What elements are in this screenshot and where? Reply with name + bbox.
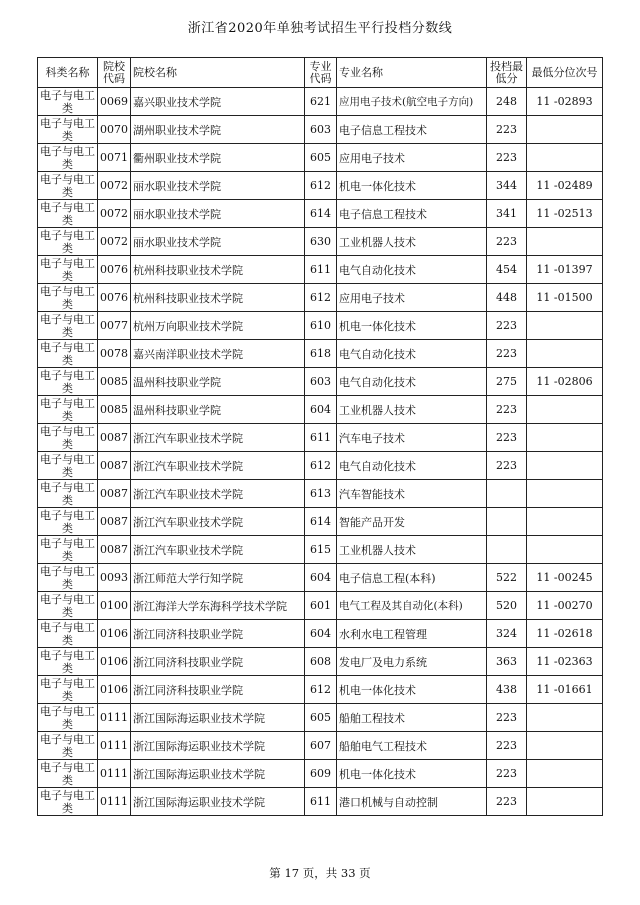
cell-min-score: 223: [487, 424, 527, 452]
cell-category: 电子与电工类: [38, 368, 98, 396]
cell-school-name: 浙江国际海运职业技术学院: [131, 760, 305, 788]
cell-school-code: 0087: [98, 424, 131, 452]
cell-major-code: 604: [305, 564, 337, 592]
cell-category: 电子与电工类: [38, 312, 98, 340]
cell-major-name: 应用电子技术: [337, 284, 487, 312]
cell-major-code: 601: [305, 592, 337, 620]
cell-school-code: 0072: [98, 228, 131, 256]
cell-major-name: 电气工程及其自动化(本科): [337, 592, 487, 620]
cell-school-name: 浙江同济科技职业学院: [131, 620, 305, 648]
cell-school-code: 0087: [98, 536, 131, 564]
cell-min-rank: [527, 424, 603, 452]
cell-school-code: 0078: [98, 340, 131, 368]
cell-major-code: 609: [305, 760, 337, 788]
cell-major-code: 611: [305, 424, 337, 452]
cell-school-name: 温州科技职业学院: [131, 396, 305, 424]
cell-major-name: 电气自动化技术: [337, 368, 487, 396]
cell-school-name: 浙江国际海运职业技术学院: [131, 788, 305, 816]
cell-major-name: 港口机械与自动控制: [337, 788, 487, 816]
table-row: [38, 396, 603, 424]
table-row: [38, 508, 603, 536]
cell-min-rank: [527, 788, 603, 816]
cell-min-rank: [527, 396, 603, 424]
cell-major-code: 610: [305, 312, 337, 340]
cell-major-name: 机电一体化技术: [337, 172, 487, 200]
cell-major-name: 机电一体化技术: [337, 312, 487, 340]
cell-min-score: 223: [487, 312, 527, 340]
table-row: [38, 648, 603, 676]
cell-major-code: 612: [305, 172, 337, 200]
cell-category: 电子与电工类: [38, 480, 98, 508]
cell-school-code: 0076: [98, 284, 131, 312]
cell-min-rank: 11 -02618: [527, 620, 603, 648]
cell-major-code: 604: [305, 396, 337, 424]
header-min-rank: 最低分位次号: [527, 58, 603, 88]
cell-category: 电子与电工类: [38, 564, 98, 592]
cell-category: 电子与电工类: [38, 144, 98, 172]
cell-major-name: 工业机器人技术: [337, 536, 487, 564]
cell-school-code: 0111: [98, 704, 131, 732]
cell-min-score: 520: [487, 592, 527, 620]
cell-min-rank: [527, 704, 603, 732]
table-row: [38, 312, 603, 340]
cell-major-code: 612: [305, 284, 337, 312]
cell-school-code: 0070: [98, 116, 131, 144]
cell-category: 电子与电工类: [38, 676, 98, 704]
table-row: [38, 676, 603, 704]
cell-school-code: 0106: [98, 620, 131, 648]
header-major-name: 专业名称: [337, 58, 487, 88]
cell-major-name: 应用电子技术: [337, 144, 487, 172]
cell-min-rank: 11 -01661: [527, 676, 603, 704]
table-row: [38, 760, 603, 788]
cell-min-score: [487, 536, 527, 564]
cell-major-name: 船舶工程技术: [337, 704, 487, 732]
table-row: [38, 340, 603, 368]
cell-school-name: 丽水职业技术学院: [131, 200, 305, 228]
cell-major-name: 电子信息工程技术: [337, 116, 487, 144]
cell-min-score: 223: [487, 760, 527, 788]
cell-category: 电子与电工类: [38, 424, 98, 452]
cell-school-name: 浙江汽车职业技术学院: [131, 480, 305, 508]
table-row: [38, 732, 603, 760]
cell-min-score: 522: [487, 564, 527, 592]
cell-category: 电子与电工类: [38, 508, 98, 536]
cell-school-name: 浙江海洋大学东海科学技术学院: [131, 592, 305, 620]
cell-category: 电子与电工类: [38, 256, 98, 284]
table-row: [38, 424, 603, 452]
cell-major-name: 汽车电子技术: [337, 424, 487, 452]
document-title: 浙江省2020年单独考试招生平行投档分数线: [187, 21, 453, 36]
cell-category: 电子与电工类: [38, 116, 98, 144]
cell-category: 电子与电工类: [38, 704, 98, 732]
page-footer: 第 17 页，共 33 页: [269, 866, 371, 880]
table-row: [38, 144, 603, 172]
cell-school-code: 0076: [98, 256, 131, 284]
cell-school-code: 0111: [98, 732, 131, 760]
cell-major-name: 船舶电气工程技术: [337, 732, 487, 760]
cell-school-name: 杭州科技职业技术学院: [131, 284, 305, 312]
cell-category: 电子与电工类: [38, 760, 98, 788]
cell-min-score: 223: [487, 228, 527, 256]
cell-school-name: 浙江汽车职业技术学院: [131, 536, 305, 564]
cell-school-code: 0069: [98, 88, 131, 116]
table-row: [38, 368, 603, 396]
table-row: [38, 88, 603, 116]
table-row: [38, 284, 603, 312]
cell-school-name: 浙江汽车职业技术学院: [131, 424, 305, 452]
cell-min-score: 363: [487, 648, 527, 676]
cell-category: 电子与电工类: [38, 620, 98, 648]
cell-major-code: 621: [305, 88, 337, 116]
table-row: [38, 200, 603, 228]
cell-school-name: 浙江同济科技职业学院: [131, 648, 305, 676]
cell-min-score: 223: [487, 788, 527, 816]
cell-major-code: 611: [305, 788, 337, 816]
cell-min-rank: 11 -00270: [527, 592, 603, 620]
cell-major-code: 605: [305, 144, 337, 172]
cell-category: 电子与电工类: [38, 340, 98, 368]
cell-min-score: 248: [487, 88, 527, 116]
cell-min-score: 344: [487, 172, 527, 200]
table-row: [38, 536, 603, 564]
cell-major-name: 电气自动化技术: [337, 256, 487, 284]
cell-min-score: [487, 480, 527, 508]
table-row: [38, 704, 603, 732]
cell-major-name: 电气自动化技术: [337, 340, 487, 368]
cell-school-code: 0077: [98, 312, 131, 340]
cell-school-code: 0087: [98, 480, 131, 508]
cell-school-name: 温州科技职业学院: [131, 368, 305, 396]
table-row: [38, 620, 603, 648]
cell-min-rank: [527, 144, 603, 172]
cell-category: 电子与电工类: [38, 648, 98, 676]
header-major-code: 专业代码: [305, 58, 337, 88]
cell-school-name: 丽水职业技术学院: [131, 228, 305, 256]
cell-min-score: 223: [487, 452, 527, 480]
table-row: [38, 172, 603, 200]
cell-major-code: 611: [305, 256, 337, 284]
cell-min-rank: [527, 480, 603, 508]
cell-school-name: 湖州职业技术学院: [131, 116, 305, 144]
cell-major-name: 应用电子技术(航空电子方向): [337, 88, 487, 116]
cell-school-name: 衢州职业技术学院: [131, 144, 305, 172]
cell-major-code: 603: [305, 116, 337, 144]
cell-min-score: 223: [487, 340, 527, 368]
cell-major-name: 电子信息工程技术: [337, 200, 487, 228]
cell-min-score: 341: [487, 200, 527, 228]
table-row: [38, 116, 603, 144]
cell-min-score: 275: [487, 368, 527, 396]
cell-school-code: 0087: [98, 508, 131, 536]
cell-major-name: 电气自动化技术: [337, 452, 487, 480]
cell-min-rank: [527, 340, 603, 368]
cell-min-rank: [527, 508, 603, 536]
cell-school-name: 浙江国际海运职业技术学院: [131, 732, 305, 760]
header-school-code: 院校代码: [98, 58, 131, 88]
cell-school-name: 杭州科技职业技术学院: [131, 256, 305, 284]
cell-category: 电子与电工类: [38, 788, 98, 816]
cell-school-code: 0071: [98, 144, 131, 172]
table-row: [38, 228, 603, 256]
cell-category: 电子与电工类: [38, 284, 98, 312]
cell-min-rank: 11 -02893: [527, 88, 603, 116]
cell-school-code: 0111: [98, 788, 131, 816]
cell-major-code: 618: [305, 340, 337, 368]
cell-min-score: 223: [487, 116, 527, 144]
cell-major-name: 汽车智能技术: [337, 480, 487, 508]
cell-major-name: 水利水电工程管理: [337, 620, 487, 648]
cell-major-code: 604: [305, 620, 337, 648]
cell-school-name: 浙江同济科技职业学院: [131, 676, 305, 704]
table-row: [38, 564, 603, 592]
cell-school-code: 0085: [98, 368, 131, 396]
table-row: [38, 788, 603, 816]
cell-school-name: 浙江师范大学行知学院: [131, 564, 305, 592]
cell-school-name: 丽水职业技术学院: [131, 172, 305, 200]
score-table: [37, 57, 603, 816]
cell-school-code: 0106: [98, 676, 131, 704]
cell-category: 电子与电工类: [38, 228, 98, 256]
cell-min-score: 448: [487, 284, 527, 312]
cell-min-rank: 11 -02363: [527, 648, 603, 676]
cell-school-name: 浙江汽车职业技术学院: [131, 508, 305, 536]
cell-min-rank: 11 -01397: [527, 256, 603, 284]
cell-major-code: 605: [305, 704, 337, 732]
cell-category: 电子与电工类: [38, 88, 98, 116]
cell-min-rank: 11 -02806: [527, 368, 603, 396]
cell-major-name: 发电厂及电力系统: [337, 648, 487, 676]
cell-major-code: 615: [305, 536, 337, 564]
cell-major-name: 工业机器人技术: [337, 228, 487, 256]
cell-min-rank: [527, 228, 603, 256]
cell-school-code: 0087: [98, 452, 131, 480]
cell-major-name: 机电一体化技术: [337, 760, 487, 788]
table-row: [38, 256, 603, 284]
table-row: [38, 592, 603, 620]
cell-school-code: 0106: [98, 648, 131, 676]
cell-school-name: 浙江国际海运职业技术学院: [131, 704, 305, 732]
cell-min-rank: 11 -02489: [527, 172, 603, 200]
cell-category: 电子与电工类: [38, 396, 98, 424]
cell-major-code: 607: [305, 732, 337, 760]
cell-category: 电子与电工类: [38, 200, 98, 228]
header-category: 科类名称: [38, 58, 98, 88]
cell-category: 电子与电工类: [38, 536, 98, 564]
cell-min-rank: [527, 760, 603, 788]
cell-major-code: 613: [305, 480, 337, 508]
cell-min-rank: [527, 536, 603, 564]
cell-major-code: 608: [305, 648, 337, 676]
cell-category: 电子与电工类: [38, 732, 98, 760]
cell-major-code: 612: [305, 676, 337, 704]
cell-major-name: 机电一体化技术: [337, 676, 487, 704]
cell-category: 电子与电工类: [38, 452, 98, 480]
cell-min-rank: [527, 452, 603, 480]
cell-major-code: 630: [305, 228, 337, 256]
cell-min-score: 454: [487, 256, 527, 284]
cell-school-code: 0085: [98, 396, 131, 424]
cell-major-name: 智能产品开发: [337, 508, 487, 536]
cell-min-rank: 11 -02513: [527, 200, 603, 228]
cell-school-code: 0111: [98, 760, 131, 788]
cell-min-rank: [527, 312, 603, 340]
cell-school-name: 嘉兴南洋职业技术学院: [131, 340, 305, 368]
cell-min-score: 223: [487, 396, 527, 424]
cell-major-code: 612: [305, 452, 337, 480]
cell-min-score: 438: [487, 676, 527, 704]
cell-category: 电子与电工类: [38, 592, 98, 620]
cell-min-score: [487, 508, 527, 536]
cell-major-name: 电子信息工程(本科): [337, 564, 487, 592]
cell-school-name: 嘉兴职业技术学院: [131, 88, 305, 116]
cell-major-code: 614: [305, 508, 337, 536]
cell-major-code: 614: [305, 200, 337, 228]
cell-min-score: 223: [487, 732, 527, 760]
table-header-row: [38, 58, 603, 88]
cell-min-score: 223: [487, 144, 527, 172]
cell-min-score: 223: [487, 704, 527, 732]
cell-school-name: 杭州万向职业技术学院: [131, 312, 305, 340]
cell-school-code: 0072: [98, 200, 131, 228]
cell-major-code: 603: [305, 368, 337, 396]
cell-min-rank: 11 -01500: [527, 284, 603, 312]
cell-min-score: 324: [487, 620, 527, 648]
cell-school-code: 0093: [98, 564, 131, 592]
cell-school-code: 0072: [98, 172, 131, 200]
cell-min-rank: 11 -00245: [527, 564, 603, 592]
cell-min-rank: [527, 732, 603, 760]
cell-min-rank: [527, 116, 603, 144]
cell-school-code: 0100: [98, 592, 131, 620]
table-row: [38, 480, 603, 508]
cell-category: 电子与电工类: [38, 172, 98, 200]
table-row: [38, 452, 603, 480]
header-min-score: 投档最低分: [487, 58, 527, 88]
cell-major-name: 工业机器人技术: [337, 396, 487, 424]
cell-school-name: 浙江汽车职业技术学院: [131, 452, 305, 480]
header-school-name: 院校名称: [131, 58, 305, 88]
